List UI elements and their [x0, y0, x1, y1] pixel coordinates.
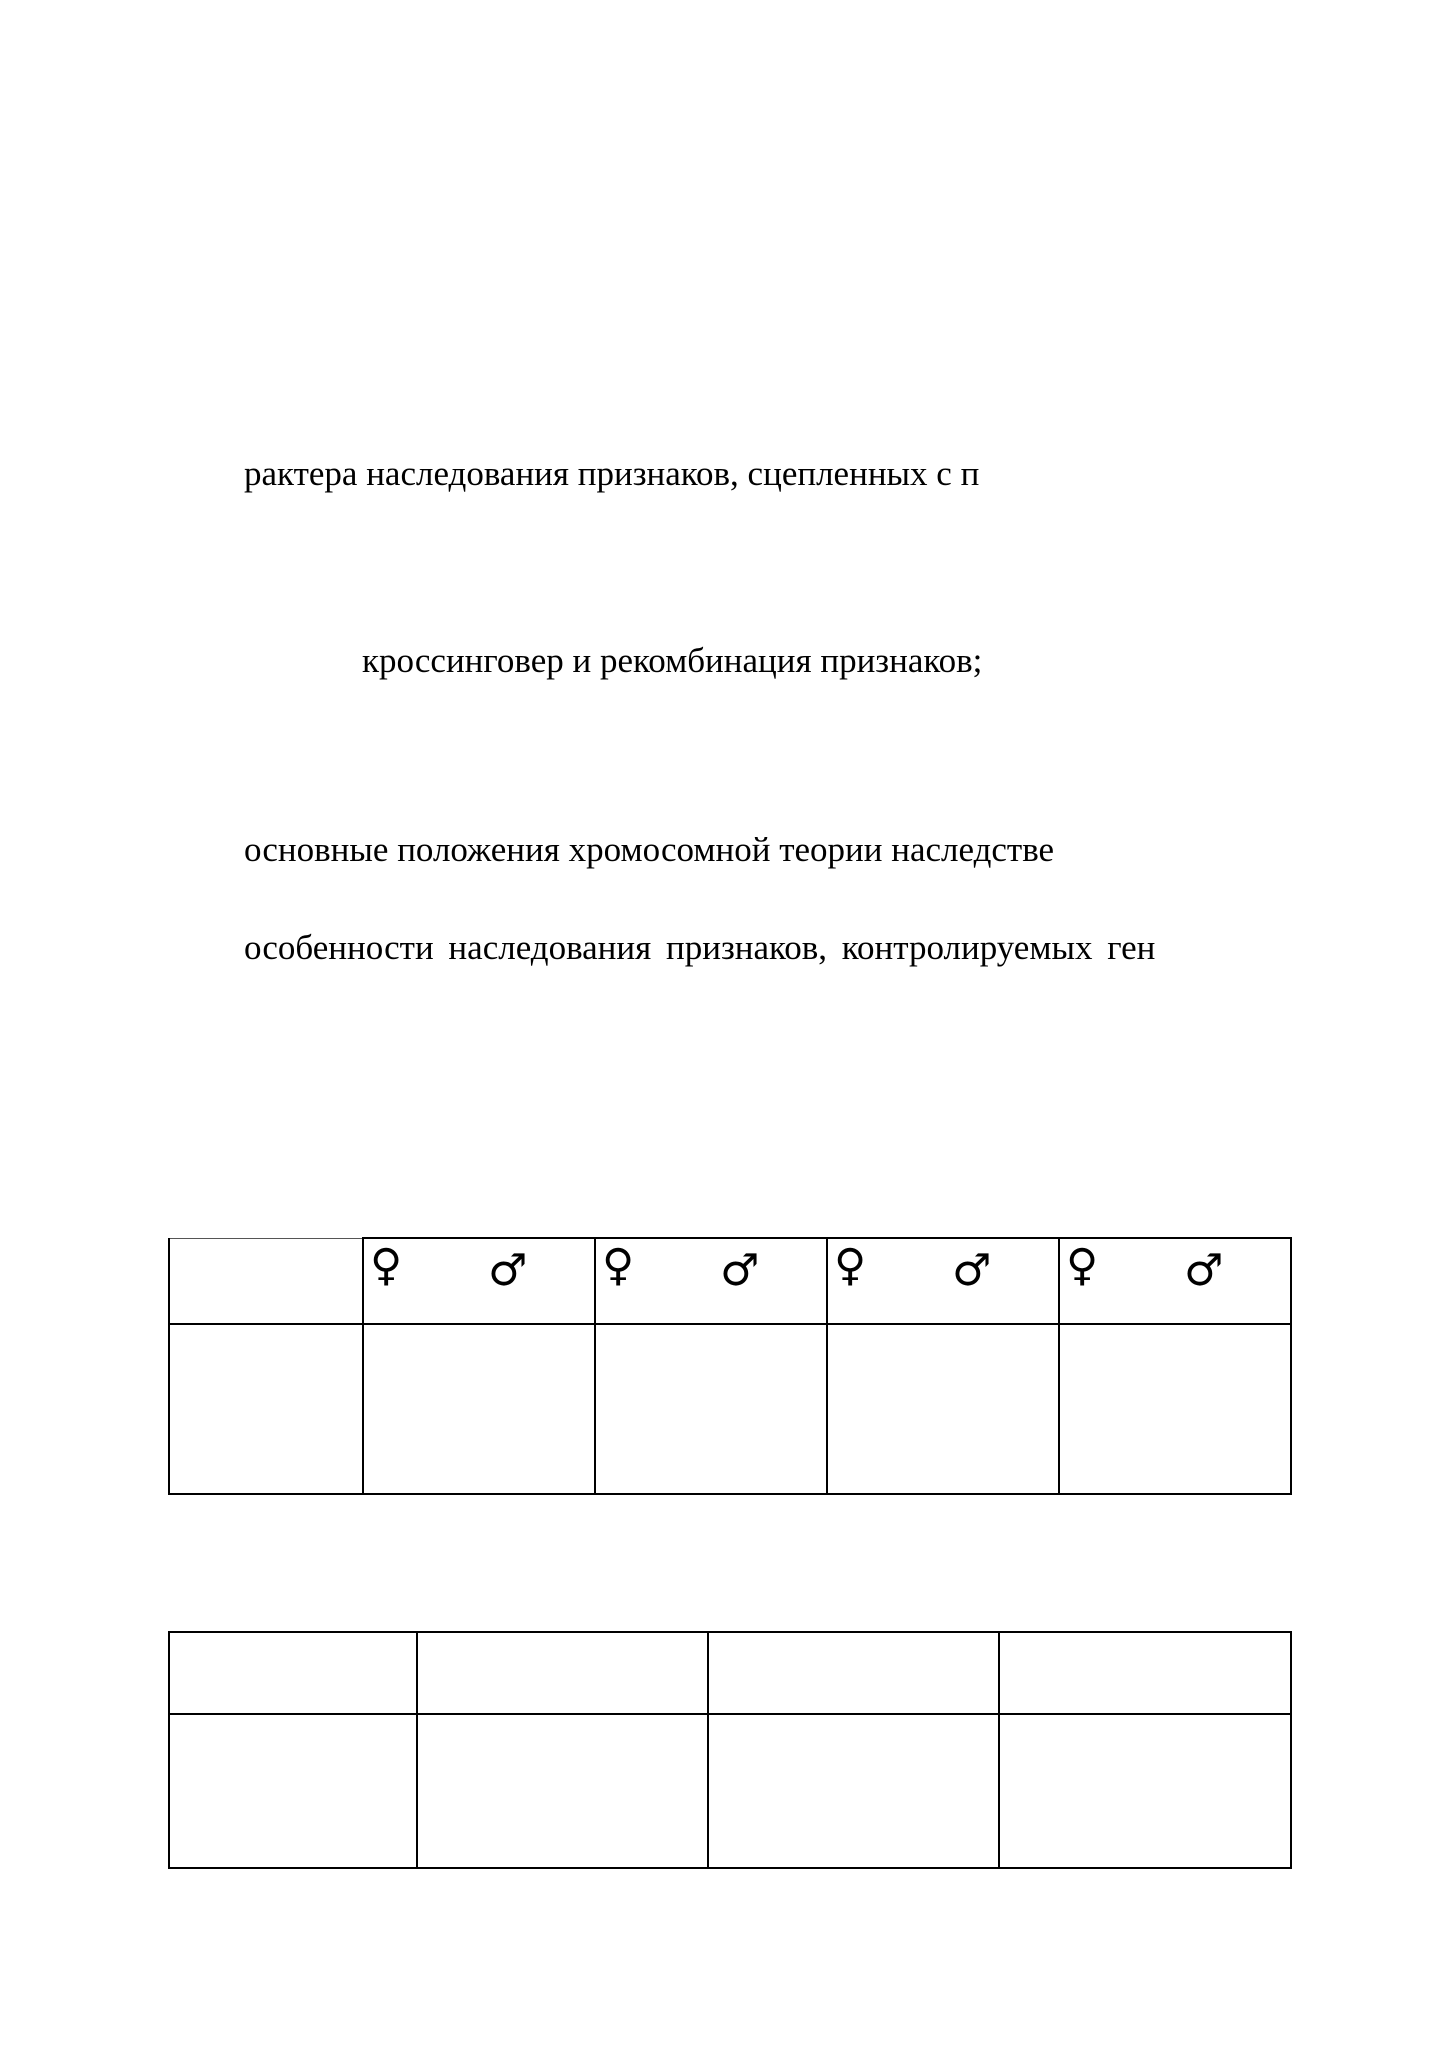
table-row [169, 1632, 1291, 1714]
table-cell [169, 1714, 417, 1868]
table-cell [595, 1324, 827, 1494]
empty-table [168, 1631, 1292, 1869]
table-row [169, 1238, 1291, 1324]
table-row [169, 1324, 1291, 1494]
table-cell [417, 1714, 708, 1868]
female-symbol-icon: ♀ [1066, 1240, 1099, 1291]
table-header-cell [827, 1238, 1059, 1324]
table-cell [708, 1714, 999, 1868]
table-cell [999, 1714, 1291, 1868]
table-header-cell [1059, 1238, 1291, 1324]
male-symbol-icon: ♂ [1184, 1245, 1224, 1296]
table-header-cell [417, 1632, 708, 1714]
table-cell [1059, 1324, 1291, 1494]
text-line-2: кроссинговер и рекомбинация признаков; [362, 641, 983, 680]
table-row [169, 1714, 1291, 1868]
table-cell [363, 1324, 595, 1494]
female-symbol-icon: ♀ [370, 1240, 403, 1291]
sex-inheritance-table [168, 1237, 1292, 1495]
text-line-4: особенности наследования признаков, контролируемых ген [244, 928, 1156, 967]
table-header-cell [708, 1632, 999, 1714]
table-header-cell [169, 1632, 417, 1714]
text-line-3: основные положения хромосомной теории наследстве [244, 830, 1055, 869]
female-symbol-icon: ♀ [834, 1240, 867, 1291]
table-header-cell [999, 1632, 1291, 1714]
table-header-cell [363, 1238, 595, 1324]
table-cell [827, 1324, 1059, 1494]
table-corner-cell [169, 1238, 363, 1324]
table-header-cell [595, 1238, 827, 1324]
table-cell [169, 1324, 363, 1494]
male-symbol-icon: ♂ [720, 1245, 760, 1296]
text-line-1: рактера наследования признаков, сцепленных с п [244, 454, 980, 493]
female-symbol-icon: ♀ [602, 1240, 635, 1291]
male-symbol-icon: ♂ [952, 1245, 992, 1296]
male-symbol-icon: ♂ [488, 1245, 528, 1296]
